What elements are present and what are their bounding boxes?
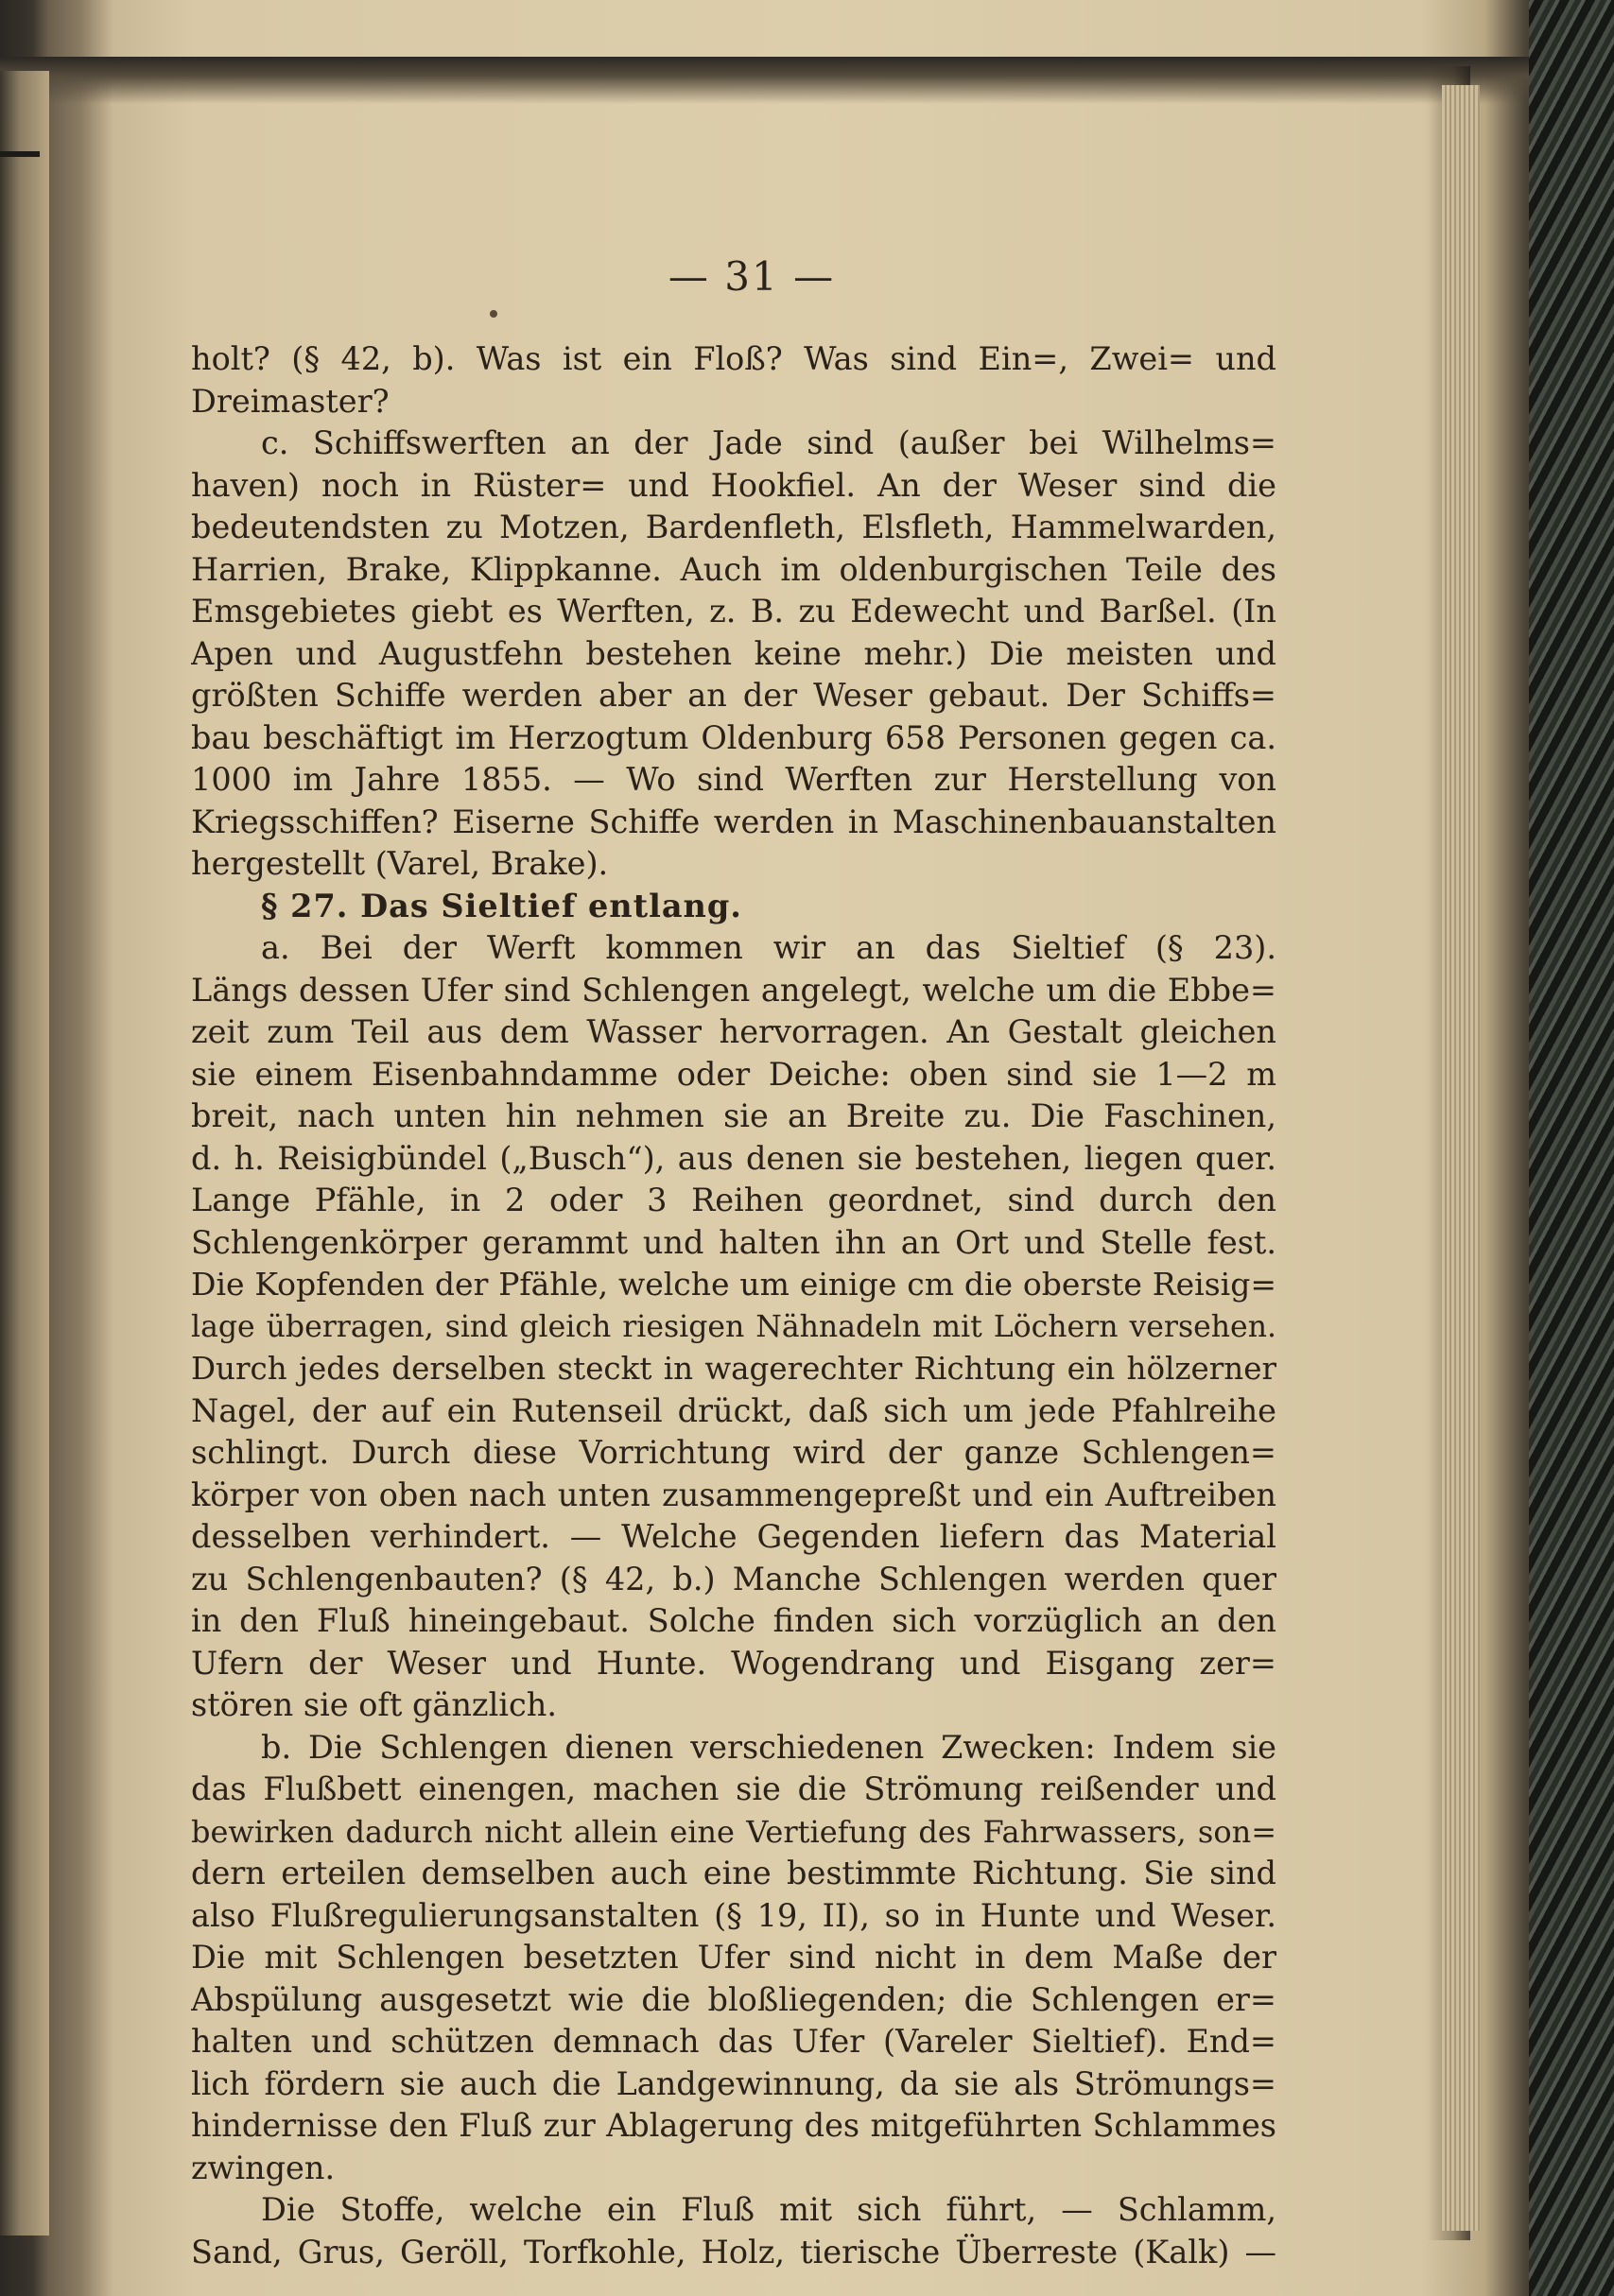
- text-line: bau beschäftigt im Herzogtum Oldenburg 658 Personen gegen ca.: [191, 718, 1276, 756]
- text-line: Apen und Augustfehn bestehen keine mehr.) Die meisten und: [191, 634, 1276, 672]
- text-line: d. h. Reisigbündel („Busch“), aus denen sie bestehen, liegen quer.: [191, 1139, 1276, 1177]
- text-line: Abspülung ausgesetzt wie die bloßliegenden; die Schlengen er=: [191, 1980, 1276, 2018]
- text-line: c. Schiffswerften an der Jade sind (außer bei Wilhelms=: [261, 424, 1276, 461]
- text-line: zu Schlengenbauten? (§ 42, b.) Manche Schlengen werden quer: [191, 1560, 1276, 1597]
- text-line: Längs dessen Ufer sind Schlengen angelegt, welche um die Ebbe=: [191, 971, 1276, 1009]
- text-line: Harrien, Brake, Klippkanne. Auch im oldenburgischen Teile des: [191, 550, 1276, 588]
- text-line: breit, nach unten hin nehmen sie an Breite zu. Die Faschinen,: [191, 1097, 1276, 1134]
- page-body-text: [191, 338, 1276, 2273]
- text-line: desselben verhindert. — Welche Gegenden liefern das Material: [191, 1518, 1276, 1555]
- text-line: haven) noch in Rüster= und Hookfiel. An der Weser sind die: [191, 466, 1276, 504]
- text-line: stören sie oft gänzlich.: [191, 1686, 558, 1723]
- text-line: körper von oben nach unten zusammengepreßt und ein Auftreiben: [191, 1476, 1276, 1513]
- text-line: schlingt. Durch diese Vorrichtung wird der ganze Schlengen=: [191, 1434, 1276, 1471]
- text-line: Kriegsschiffen? Eiserne Schiffe werden in Maschinenbauanstalten: [191, 803, 1276, 840]
- text-line: Die Stoffe, welche ein Fluß mit sich führt, — Schlamm,: [261, 2191, 1276, 2228]
- section-heading: § 27. Das Sieltief entlang.: [261, 887, 742, 924]
- text-line: größten Schiffe werden aber an der Weser gebaut. Der Schiffs=: [191, 677, 1276, 714]
- text-line: hindernisse den Fluß zur Ablagerung des mitgeführten Schlammes: [191, 2107, 1276, 2144]
- facing-page-edge: [0, 71, 49, 2236]
- text-line: a. Bei der Werft kommen wir an das Sieltief (§ 23).: [261, 929, 1276, 966]
- text-line: zwingen.: [191, 2149, 336, 2186]
- text-line: Schlengenkörper gerammt und halten ihn an Ort und Stelle fest.: [191, 1223, 1276, 1261]
- ink-dot: [490, 310, 497, 318]
- text-line: Die Kopfenden der Pfähle, welche um einige cm die oberste Reisig=: [191, 1266, 1276, 1303]
- page-stack-edges: [1442, 85, 1480, 2231]
- text-line: Lange Pfähle, in 2 oder 3 Reihen geordnet, sind durch den: [191, 1182, 1276, 1218]
- text-line: lich fördern sie auch die Landgewinnung, da sie als Strömungs=: [191, 2064, 1276, 2102]
- text-line: in den Fluß hineingebaut. Solche finden sich vorzüglich an den: [191, 1602, 1276, 1639]
- text-line: Nagel, der auf ein Rutenseil drückt, daß sich um jede Pfahlreihe: [191, 1391, 1276, 1429]
- text-line: hergestellt (Varel, Brake).: [191, 845, 609, 882]
- text-line: sie einem Eisenbahndamme oder Deiche: oben sind sie 1—2 m: [191, 1055, 1276, 1093]
- text-line: Durch jedes derselben steckt in wagerechter Richtung ein hölzerner: [191, 1351, 1276, 1387]
- text-line: b. Die Schlengen dienen verschiedenen Zwecken: Indem sie: [261, 1728, 1276, 1766]
- text-line: also Flußregulierungsanstalten (§ 19, II), so in Hunte und Weser.: [191, 1896, 1276, 1934]
- text-line: das Flußbett einengen, machen sie die Strömung reißender und: [191, 1770, 1276, 1807]
- page-number: — 31 —: [668, 253, 836, 300]
- book-page: [66, 85, 1437, 2270]
- text-line: lage überragen, sind gleich riesigen Nähnadeln mit Löchern versehen.: [191, 1309, 1276, 1344]
- text-line: Ufern der Weser und Hunte. Wogendrang und Eisgang zer=: [191, 1644, 1276, 1682]
- text-line: zeit zum Teil aus dem Wasser hervorragen. An Gestalt gleichen: [191, 1013, 1276, 1050]
- text-line: Emsgebietes giebt es Werften, z. B. zu Edewecht und Barßel. (In: [191, 593, 1276, 630]
- text-line: bedeutendsten zu Motzen, Bardenfleth, Elsfleth, Hammelwarden,: [191, 509, 1276, 545]
- page-tab-mark: [0, 151, 40, 157]
- marbled-cover: [1472, 0, 1614, 2296]
- text-line: halten und schützen demnach das Ufer (Vareler Sieltief). End=: [191, 2023, 1276, 2060]
- text-line: holt? (§ 42, b). Was ist ein Floß? Was sind Ein=, Zwei= und: [191, 340, 1276, 377]
- text-line: 1000 im Jahre 1855. — Wo sind Werften zur Herstellung von: [191, 761, 1276, 798]
- text-line: dern erteilen demselben auch eine bestimmte Richtung. Sie sind: [191, 1855, 1276, 1891]
- text-line: bewirken dadurch nicht allein eine Vertiefung des Fahrwassers, son=: [191, 1813, 1276, 1850]
- text-line: Sand, Grus, Geröll, Torfkohle, Holz, tierische Überreste (Kalk) —: [191, 2233, 1276, 2270]
- text-line: Die mit Schlengen besetzten Ufer sind nicht in dem Maße der: [191, 1939, 1276, 1976]
- text-line: Dreimaster?: [191, 382, 390, 420]
